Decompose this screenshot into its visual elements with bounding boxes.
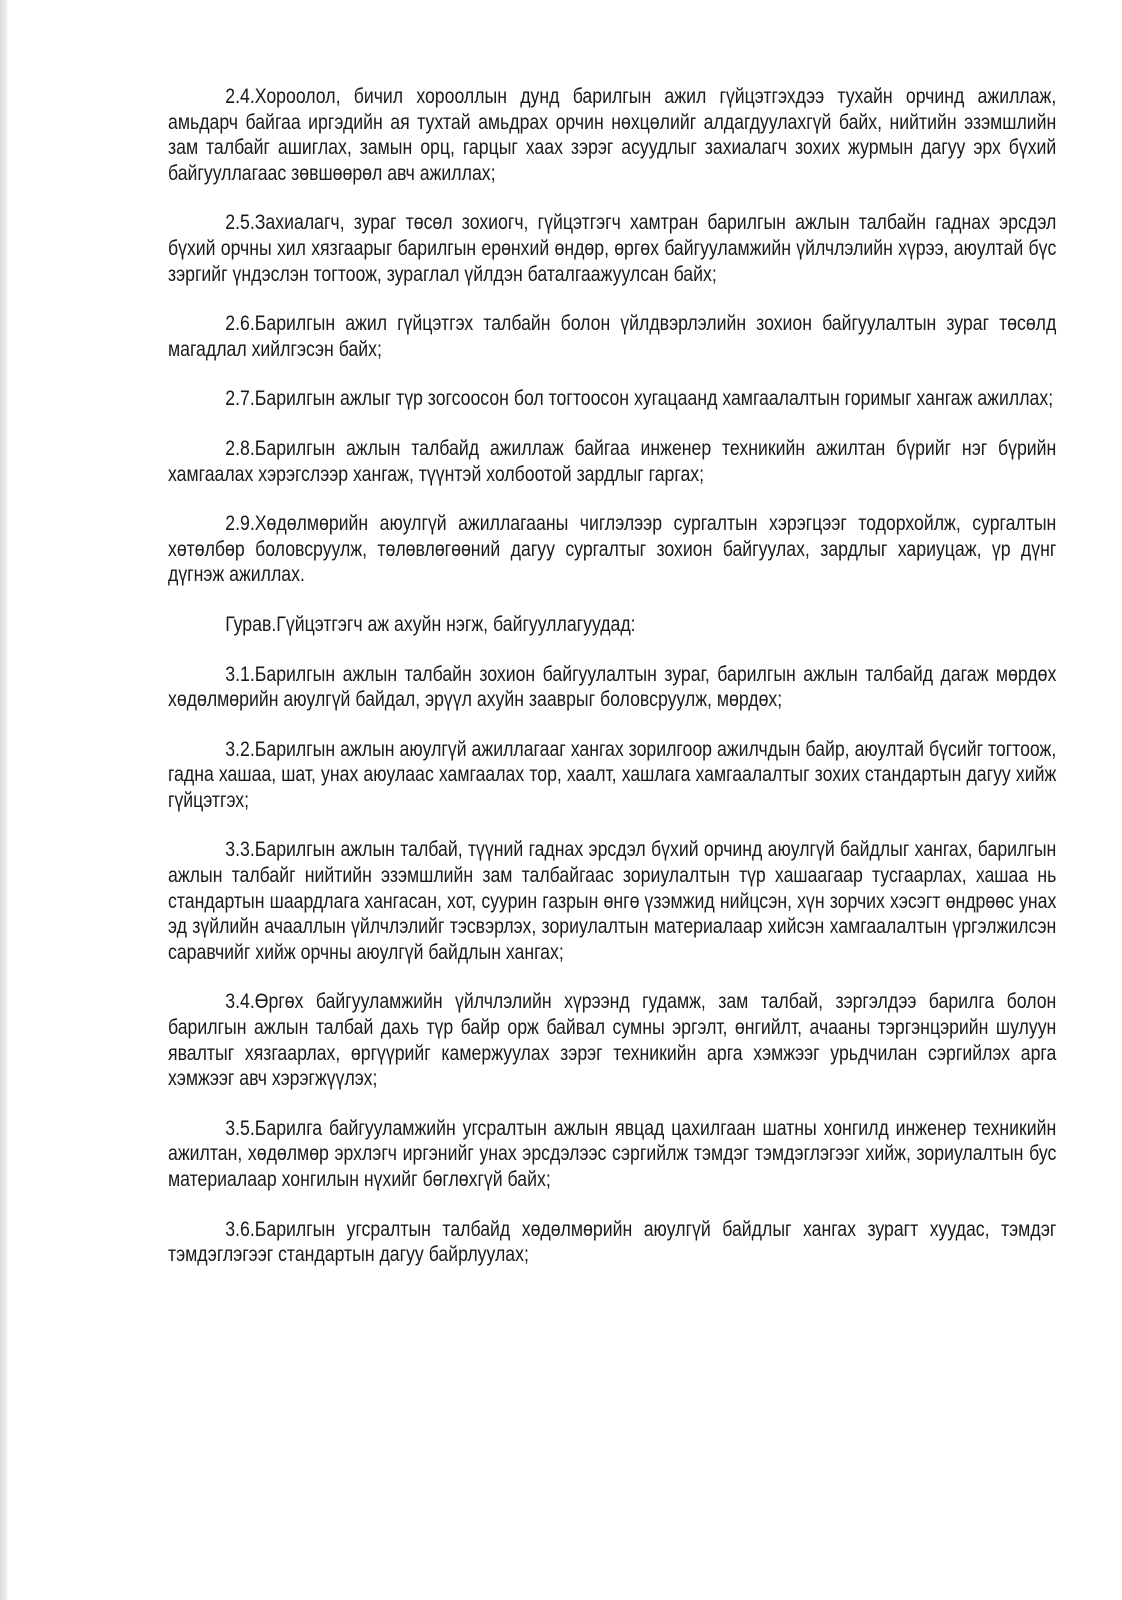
paragraph-text: Барилгын ажлын талбайд ажиллаж байгаа инженер техникийн ажилтан бүрийг нэг бүрийн хамгаалах хэрэгслээр хангаж, түүнтэй холбоотой зардлыг гаргах; [168,436,1057,486]
document-page [168,84,1056,1292]
paragraph-2-4 [168,84,1056,186]
paragraph-number: 3.6. [225,1217,255,1241]
paragraph-2-8 [168,436,1056,487]
paragraph-number: 2.6. [225,312,255,336]
paragraph-number: 3.3. [225,838,255,862]
paragraph-number: 3.5. [225,1116,255,1140]
paragraph-number: 2.5. [225,211,255,235]
document-body [168,84,1056,1268]
paragraph-text: Барилгын ажлын аюулгүй ажиллагааг хангах зорилгоор ажилчдын байр, аюултай бүсийг тогтоож, гадна хашаа, шат, унах аюулаас хамгаалах тор, хаалт, хашлага хамгаалалтыг зохих стандартын дагуу хийж гүйцэтгэх; [168,737,1057,812]
paragraph-2-9 [168,511,1056,588]
section-heading-three [168,612,1056,638]
paragraph-3-6 [168,1217,1056,1268]
paragraph-text: Барилгын ажил гүйцэтгэх талбайн болон үйлдвэрлэлийн зохион байгуулалтын зураг төсөлд магадлал хийлгэсэн байх; [168,312,1057,361]
paragraph-text: Хөдөлмөрийн аюулгүй ажиллагааны чиглэлээр сургалтын хэрэгцээг тодорхойлж, сургалтын хөтөлбөр боловсруулж, төлөвлөгөөний дагуу сургалтыг зохион байгуулах, зардлыг хариуцаж, үр дүнг дүгнэж ажиллах. [168,512,1057,587]
paragraph-text: Хороолол, бичил хорооллын дунд барилгын ажил гүйцэтгэхдээ тухайн орчинд ажиллаж, амьдарч байгаа иргэдийн ая тухтай амьдрах орчин нөхцөлийг алдагдуулахгүй байх, нийтийн эзэмшлийн зам талбайг ашиглах, замын орц, гарцыг хаах зэрэг асуудлыг захиалагч зохих журмын дагуу эрх бүхий байгууллагаас зөвшөөрөл авч ажиллах; [168,85,1057,185]
paragraph-number: 2.8. [225,436,255,460]
paragraph-text: Барилгын ажлын талбай, түүний гаднах эрсдэл бүхий орчинд аюулгүй байдлыг хангах, барилгын ажлын талбайг нийтийн эзэмшлийн зам талбайгаас зориулалтын түр хашаагаар тусгаарлах, хашаа нь стандартын шаардлага хангасан, хот, суурин газрын өнгө үзэмжид нийцсэн, хүн зорчих хэсэгт өндрөөс унах эд зүйлийн ачааллын үйлчлэлийг тэсвэрлэх, зориулалтын материалаар хийсэн хамгаалалтын үргэлжилсэн саравчийг хийж орчны аюулгүй байдлын хангах; [168,838,1057,964]
paragraph-number: 2.4. [225,85,255,108]
paragraph-number: 2.7. [225,387,255,411]
paragraph-number: 3.4. [225,990,255,1014]
paragraph-text: Өргөх байгууламжийн үйлчлэлийн хүрээнд гудамж, зам талбай, зэргэлдээ барилга болон барилгын ажлын талбай дахь түр байр орж байвал сумны эргэлт, өнгийлт, ачааны тэргэнцэрийн шулуун явалтыг хязгаарлах, өргүүрийг камержуулах зэрэг техникийн арга хэмжээг урьдчилан сэргийлэх арга хэмжээг авч хэрэгжүүлэх; [168,990,1057,1091]
paragraph-3-3 [168,837,1056,965]
paragraph-3-5 [168,1116,1056,1193]
paragraph-text: Барилга байгууламжийн угсралтын ажлын явцад цахилгаан шатны хонгилд инженер техникийн ажилтан, хөдөлмөр эрхлэгч иргэнийг унах эрсдэлээс сэргийлж тэмдэг тэмдэглэгээг хийж, зориулалтын бус материалаар хонгилын нүхийг бөглөхгүй байх; [168,1116,1057,1191]
paragraph-text: Захиалагч, зураг төсөл зохиогч, гүйцэтгэгч хамтран барилгын ажлын талбайн гаднах эрсдэл бүхий орчны хил хязгаарыг барилгын ерөнхий өндөр, өргөх байгууламжийн үйлчлэлийн хүрээ, аюултай бүс зэргийг үндэслэн тогтоож, зураглал үйлдэн баталгаажуулсан байх; [168,211,1057,286]
paragraph-3-4 [168,989,1056,1091]
paragraph-text: Барилгын ажлыг түр зогсоосон бол тогтоосон хугацаанд хамгаалалтын горимыг хангаж ажиллах; [254,387,1054,411]
paragraph-3-2 [168,737,1056,814]
page-edge-shadow [0,0,8,1600]
paragraph-text: Барилгын угсралтын талбайд хөдөлмөрийн аюулгүй байдлыг хангах зурагт хуудас, тэмдэг тэмдэглэгээг стандартын дагуу байрлуулах; [168,1217,1057,1267]
paragraph-2-7 [168,386,1056,412]
section-number: Гурав. [225,612,277,636]
paragraph-2-6 [168,311,1056,362]
paragraph-number: 3.1. [225,662,255,686]
paragraph-3-1 [168,662,1056,713]
paragraph-text: Барилгын ажлын талбайн зохион байгуулалтын зураг, барилгын ажлын талбайд дагаж мөрдөх хөдөлмөрийн аюулгүй байдал, эрүүл ахуйн зааврыг боловсруулж, мөрдөх; [168,662,1057,712]
paragraph-2-5 [168,210,1056,287]
section-title: Гүйцэтгэгч аж ахуйн нэгж, байгууллагуудад: [276,612,636,636]
paragraph-number: 3.2. [225,737,255,761]
paragraph-number: 2.9. [225,512,255,536]
